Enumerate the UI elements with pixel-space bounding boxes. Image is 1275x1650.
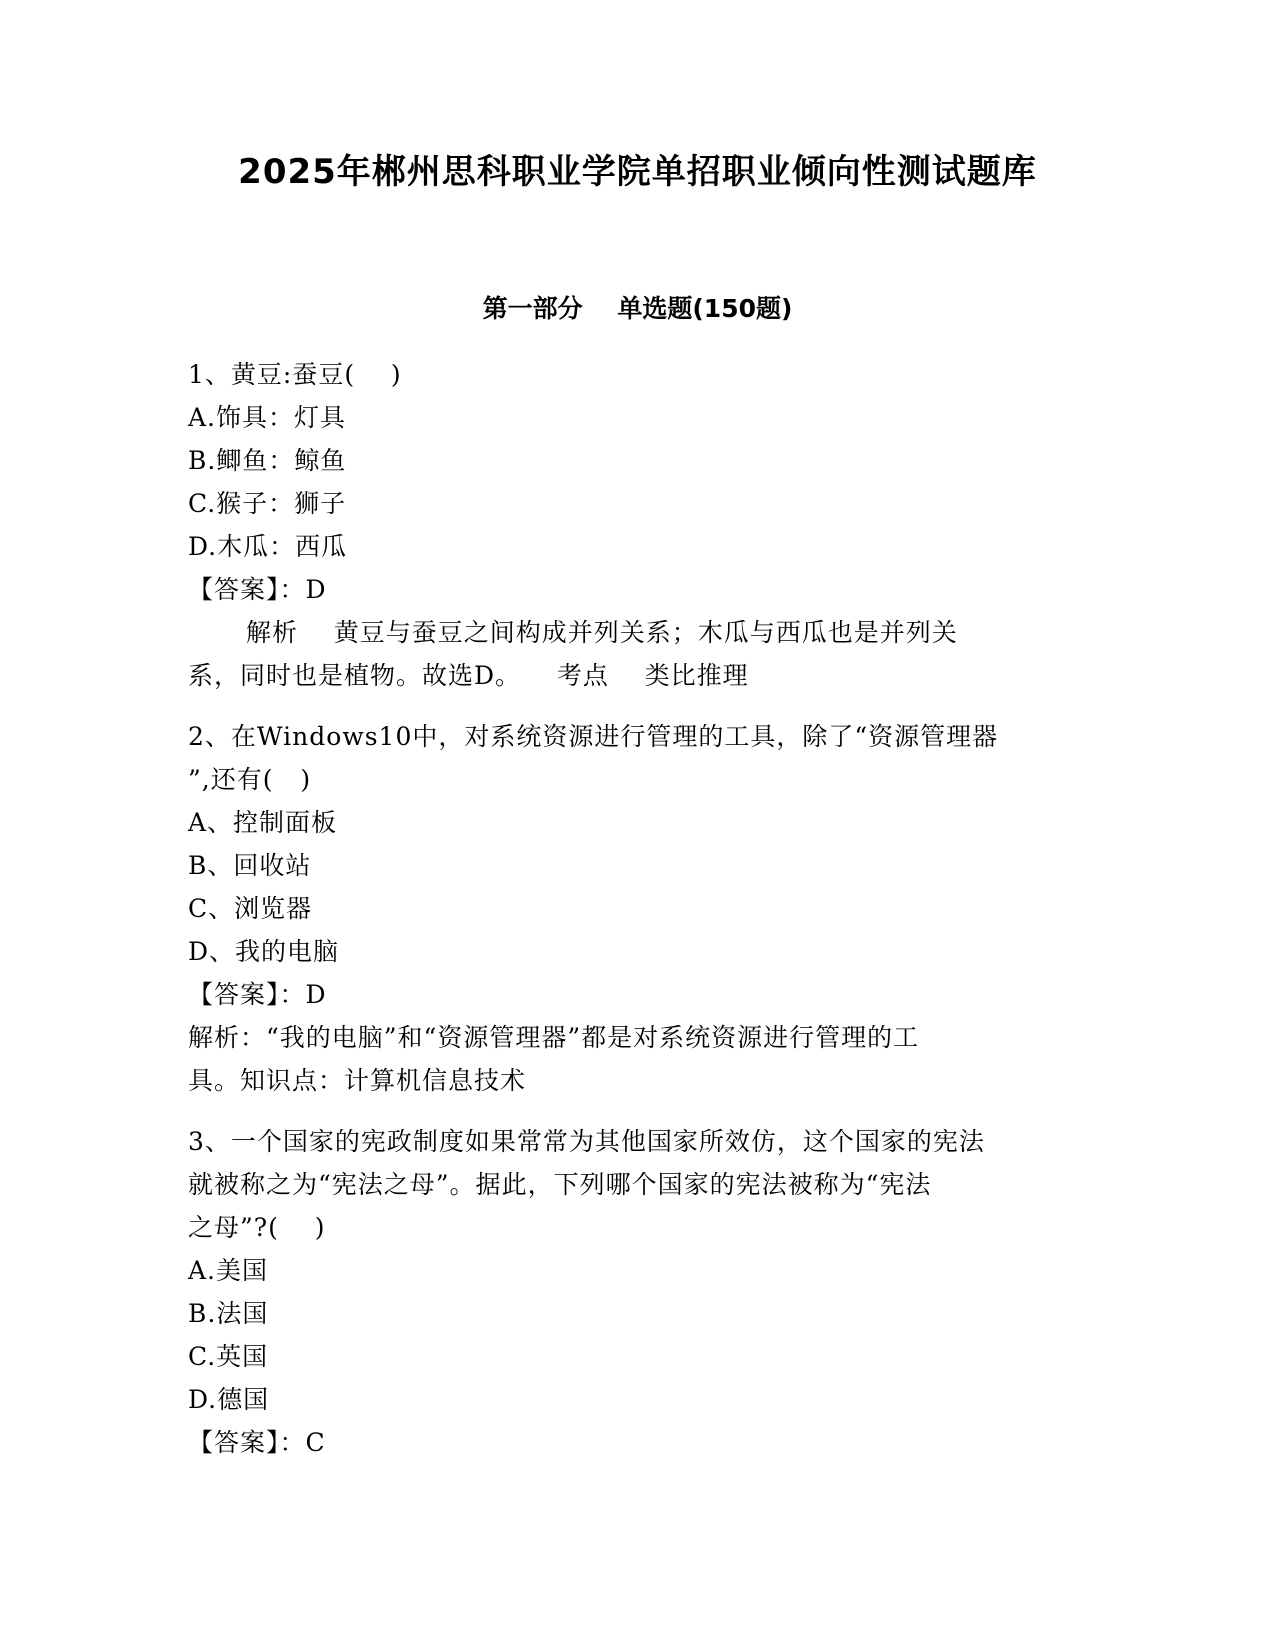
question-stem: 2、在Windows10中，对系统资源进行管理的工具，除了“资源管理器 — [188, 722, 999, 751]
explanation-line: 解析：“我的电脑”和“资源管理器”都是对系统资源进行管理的工 — [188, 1023, 920, 1052]
explanation-line: 系，同时也是植物。故选D。 考点 类比推理 — [188, 661, 749, 690]
question-stem: 之母”?( ) — [188, 1213, 326, 1242]
question-stem: 3、一个国家的宪政制度如果常常为其他国家所效仿，这个国家的宪法 — [188, 1127, 985, 1156]
explanation-line: 解析 黄豆与蚕豆之间构成并列关系；木瓜与西瓜也是并列关 — [246, 618, 958, 647]
question-stem: 1、黄豆:蚕豆( ) — [188, 360, 402, 389]
question-3 — [188, 1120, 1088, 1464]
question-list — [188, 353, 1088, 1464]
document-title: 2025年郴州思科职业学院单招职业倾向性测试题库 — [238, 152, 1037, 192]
section-title: 第一部分 单选题(150题) — [482, 294, 793, 323]
option-d: D、我的电脑 — [188, 937, 340, 966]
option-b: B.鲫鱼：鲸鱼 — [188, 446, 347, 475]
option-d: D.木瓜：西瓜 — [188, 532, 348, 561]
option-a: A、控制面板 — [188, 808, 338, 837]
option-a: A.美国 — [188, 1256, 269, 1285]
question-stem: 就被称之为“宪法之母”。据此，下列哪个国家的宪法被称为“宪法 — [188, 1170, 932, 1199]
answer-line: 【答案】：D — [188, 980, 327, 1009]
answer-line: 【答案】：C — [188, 1428, 326, 1457]
option-b: B、回收站 — [188, 851, 312, 880]
question-1 — [188, 353, 1088, 697]
option-c: C、浏览器 — [188, 894, 313, 923]
option-d: D.德国 — [188, 1385, 270, 1414]
option-c: C.英国 — [188, 1342, 269, 1371]
option-b: B.法国 — [188, 1299, 269, 1328]
option-c: C.猴子：狮子 — [188, 489, 347, 518]
question-stem: ”,还有( ) — [188, 765, 312, 794]
question-2 — [188, 715, 1088, 1102]
answer-line: 【答案】：D — [188, 575, 327, 604]
option-a: A.饰具：灯具 — [188, 403, 347, 432]
explanation-line: 具。知识点：计算机信息技术 — [188, 1066, 527, 1095]
